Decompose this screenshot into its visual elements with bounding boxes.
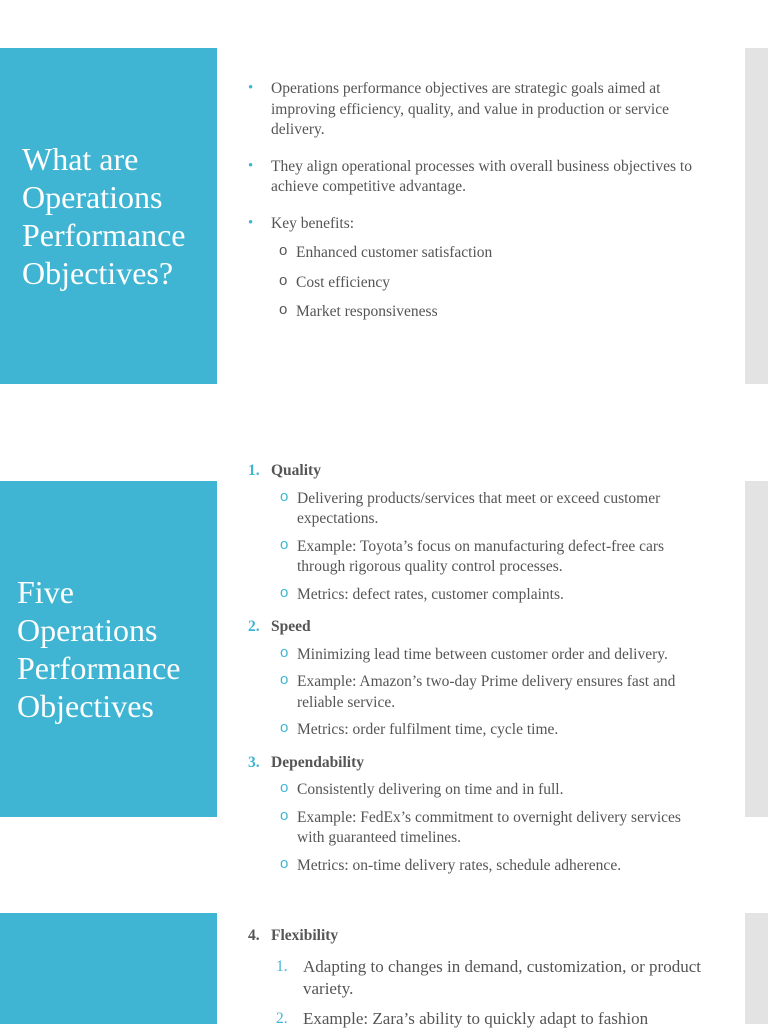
circle-bullet-icon: o <box>280 779 289 796</box>
slide-3 <box>0 913 768 1028</box>
circle-bullet-icon: o <box>279 242 288 259</box>
bullet-text: Key benefits: <box>271 214 355 232</box>
circle-bullet-icon: o <box>280 806 289 824</box>
point-text: Example: Toyota’s focus on manufacturing defect-free cars through rigorous quality control processes. <box>297 537 665 575</box>
slide-2-side-strip <box>745 481 768 817</box>
slide-1 <box>0 48 768 384</box>
objective-label: Speed <box>271 618 311 635</box>
circle-bullet-icon: o <box>280 487 289 505</box>
circle-bullet-icon: o <box>279 271 288 289</box>
point-text: Delivering products/services that meet or exceed customer expectations. <box>297 489 661 527</box>
slide-1-title-panel <box>0 48 217 384</box>
bullet-text: Operations performance objectives are strategic goals aimed at improving efficiency, quality, and value in production or service delivery. <box>271 80 669 138</box>
objective-item <box>248 617 698 638</box>
slide-1-side-strip <box>745 48 768 384</box>
circle-bullet-icon: o <box>280 583 289 601</box>
objective-point <box>248 780 698 801</box>
point-number: 1. <box>276 957 288 975</box>
point-text: Example: FedEx’s commitment to overnight delivery services with guaranteed timelines. <box>297 808 681 846</box>
point-text: Example: Amazon’s two-day Prime delivery ensures fast and reliable service. <box>297 673 676 711</box>
bullet-item <box>248 157 698 198</box>
slide-3-title-panel <box>0 913 217 1024</box>
objective-item <box>248 461 698 482</box>
slide-1-title: What are Operations Performance Objectives? <box>22 141 186 291</box>
slide-3-content <box>248 926 708 1030</box>
objective-label: Dependability <box>271 753 365 771</box>
bullet-dot-icon: • <box>248 214 254 231</box>
flexibility-point <box>248 1008 708 1030</box>
objective-point <box>248 672 698 713</box>
objective-point <box>248 856 698 877</box>
circle-bullet-icon: o <box>280 854 289 872</box>
bullet-item <box>248 214 698 235</box>
objective-label: Quality <box>271 462 321 479</box>
circle-bullet-icon: o <box>280 671 289 688</box>
objective-item <box>248 926 708 947</box>
bullet-dot-icon: • <box>248 157 254 174</box>
objective-point <box>248 537 698 578</box>
objective-label: Flexibility <box>271 927 339 944</box>
point-text: Minimizing lead time between customer order and delivery. <box>297 645 668 663</box>
bullet-item <box>248 79 698 141</box>
objective-number: 1. <box>248 462 260 479</box>
objective-item <box>248 753 698 774</box>
objective-number: 4. <box>248 927 260 944</box>
slide-2-content <box>248 461 698 874</box>
point-text: Metrics: on-time delivery rates, schedule adherence. <box>297 856 622 874</box>
objective-point <box>248 720 698 741</box>
circle-bullet-icon: o <box>280 643 289 661</box>
point-text: Metrics: defect rates, customer complaints. <box>297 585 564 603</box>
objective-number: 2. <box>248 618 260 635</box>
point-number: 2. <box>276 1009 288 1027</box>
benefit-text: Market responsiveness <box>296 303 438 320</box>
bullet-text: They align operational processes with overall business objectives to achieve competitive advantage. <box>271 157 692 195</box>
objective-number: 3. <box>248 753 260 771</box>
point-text: Example: Zara’s ability to quickly adapt to fashion <box>303 1008 649 1028</box>
circle-bullet-icon: o <box>279 301 288 318</box>
bullet-dot-icon: • <box>248 80 254 96</box>
point-text: Adapting to changes in demand, customization, or product variety. <box>303 956 701 998</box>
circle-bullet-icon: o <box>280 535 289 553</box>
benefit-text: Cost efficiency <box>296 273 390 291</box>
point-text: Consistently delivering on time and in full. <box>297 781 564 798</box>
objective-point <box>248 585 698 606</box>
slide-2 <box>0 460 768 874</box>
benefit-item <box>248 273 698 294</box>
slide-2-title: Five Operations Performance Objectives <box>17 574 181 724</box>
objective-point <box>248 489 698 530</box>
objective-point <box>248 645 698 666</box>
benefit-text: Enhanced customer satisfaction <box>296 244 493 261</box>
flexibility-point <box>248 956 708 1000</box>
point-text: Metrics: order fulfilment time, cycle time. <box>297 721 559 738</box>
benefit-item <box>248 302 698 323</box>
objective-point <box>248 808 698 849</box>
circle-bullet-icon: o <box>280 719 289 736</box>
benefit-item <box>248 243 698 264</box>
slide-3-side-strip <box>745 913 768 1024</box>
slide-1-content <box>248 79 698 323</box>
slide-2-title-panel <box>0 481 217 817</box>
